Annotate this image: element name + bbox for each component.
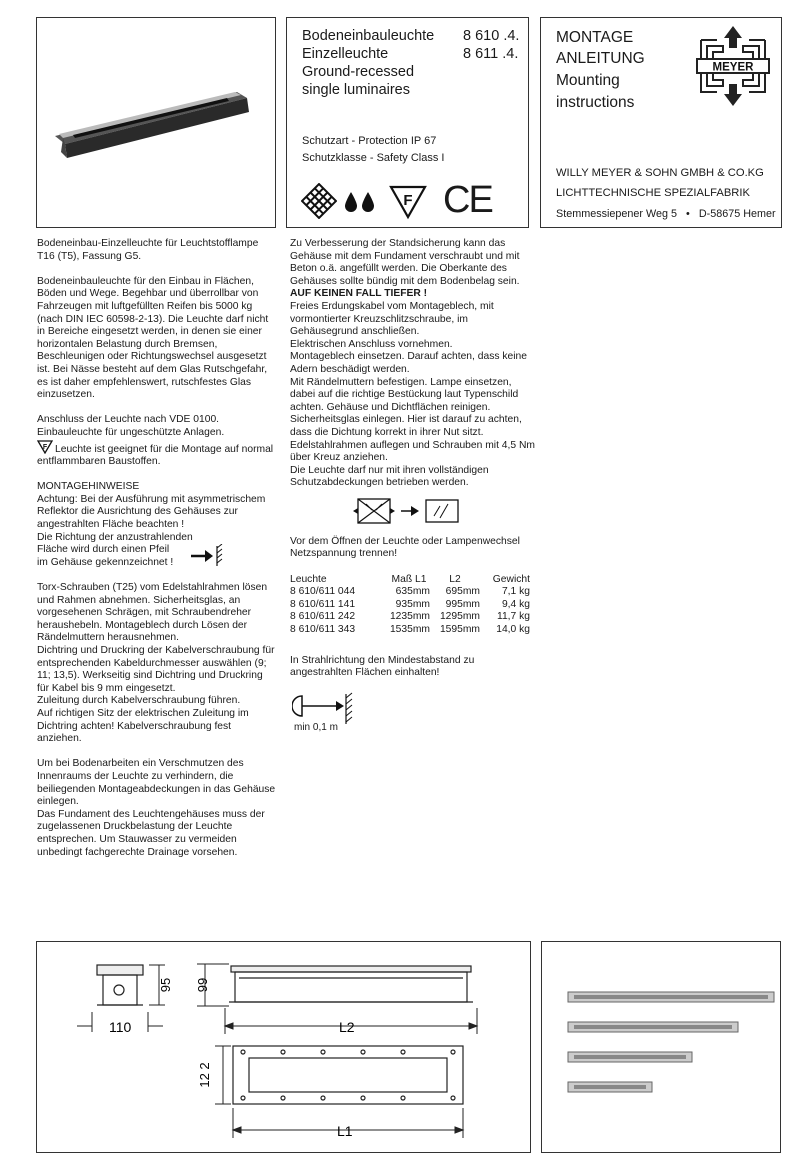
spec-row: 8 610/611 242 1235mm 1295mm 11,7 kg [290, 611, 530, 623]
svg-text:L1: L1 [337, 1123, 353, 1139]
svg-text:99: 99 [195, 977, 210, 993]
replace-glass-arrow-icon [400, 504, 420, 518]
company-box [540, 17, 782, 228]
technical-drawing-box [36, 941, 531, 1153]
manual-title-1: MONTAGE [556, 29, 634, 46]
manual-title-2: ANLEITUNG [556, 50, 645, 67]
company-name: WILLY MEYER & SOHN GMBH & CO.KG [556, 167, 764, 179]
luminaire-photo [37, 18, 275, 227]
step-remove-frame: Torx-Schrauben (T25) vom Edelstahlrahmen lösen und Rahmen abnehmen. Sicherheitsglas, an vorgesehenen Schrägen, mit Schraubendreher heraushebeln. Montageblech durch Lösen der Rändelmuttern herausnehmen. [37, 582, 268, 644]
step-feed-cable: Zuleitung durch Kabelverschraubung führen. [37, 695, 241, 707]
spec-row: 8 610/611 044 635mm 695mm 7,1 kg [290, 586, 530, 598]
variants-photo-box [541, 941, 781, 1153]
address-separator: • [686, 208, 690, 220]
f-mark-icon [389, 184, 427, 220]
broken-glass-icon [352, 496, 396, 526]
svg-text:12 2: 12 2 [197, 1062, 212, 1088]
manual-title-3: Mounting [556, 72, 620, 89]
operation-note: Die Leuchte darf nur mit ihren vollständigen Schutzabdeckungen betrieben werden. [290, 464, 489, 489]
company-subtitle: LICHTTECHNISCHE SPEZIALFABRIK [556, 187, 750, 199]
warning-not-deeper: AUF KEINEN FALL TIEFER ! [290, 288, 428, 300]
step-frame: Edelstahlrahmen auflegen und Schrauben mit 4,5 Nm über Kreuz anziehen. [290, 439, 535, 464]
dimension-drawing [37, 942, 530, 1152]
min-distance-note: In Strahlrichtung den Mindestabstand zu angestrahlten Flächen einhalten! [290, 654, 475, 679]
svg-text:95: 95 [158, 977, 173, 993]
glass-symbols [290, 490, 535, 530]
product-name-de-1: Bodeneinbauleuchte [302, 28, 435, 44]
safety-class: Schutzklasse - Safety Class I [302, 152, 445, 164]
application-text: Bodeneinbauleuchte für den Einbau in Flächen, Böden und Wege. Begehbar und überrollbar von Fahrzeugen mit luftgefüllten Reifen bis 5000 kg (nach DIN IEC 60598-2-13). Die Leuchte darf nicht in Bereiche eingesetzt werden, in denen sie einer horizontalen Belastung durch Bremsen, Beschleunigen oder Richtungswechsel ausgesetzt ist. Bei Nässe besteht auf dem Glas Rutschgefahr, es ist daher empfehlenswert, rutschfestes Glas einzusetzen. [37, 275, 269, 401]
intact-glass-icon [424, 498, 460, 524]
step-check-cable: Auf richtigen Sitz der elektrischen Zuleitung im Dichtring achten! Kabelverschraubung fest anziehen. [37, 707, 249, 745]
disconnect-warning: Vor dem Öffnen der Leuchte oder Lampenwechsel Netzspannung trennen! [290, 535, 520, 560]
street: Stemmessiepener Weg 5 [556, 208, 678, 220]
asym-reflector-note: Achtung: Bei der Ausführung mit asymmetrischem Reflektor die Ausrichtung des Gehäuses zur angestrahlten Fläche beachten ! [37, 493, 266, 531]
cross-section [97, 965, 143, 1005]
manual-title-4: instructions [556, 94, 635, 111]
product-photo-box [36, 17, 276, 228]
left-text-column [37, 238, 277, 859]
step-electrical: Elektrischen Anschluss vornehmen. [290, 338, 453, 350]
ce-mark: CE [443, 179, 492, 221]
step-seal-ring: Dichtring und Druckring der Kabelverschraubung für entsprechenden Kabeldurchmesser auswählen (9; 11; 13,5). Werkseitig sind Dichtring und Druckring für Kabel bis 9 mm eingesetzt. [37, 645, 275, 694]
product-name-en-1: Ground-recessed [302, 64, 415, 80]
foundation-note: Das Fundament des Leuchtengehäuses muss der zugelassenen Druckbelastung der Leuchte entsprechen. Um Stauwasser zu vermeiden unbedingt fachgerechte Drainage vorsehen. [37, 808, 265, 858]
montage-heading: MONTAGEHINWEISE [37, 481, 140, 493]
product-name-de-2: Einzelleuchte [302, 46, 389, 62]
arrow-note: Die Richtung der anzustrahlenden Fläche wird durch einen Pfeil im Gehäuse gekennzeichnet ! [37, 532, 277, 570]
svg-text:F: F [42, 443, 48, 451]
spec-header-row: Leuchte Maß L1 L2 Gewicht [290, 573, 530, 585]
protection-rating: Schutzart - Protection IP 67 [302, 135, 437, 147]
step-safety-glass: Sicherheitsglas einlegen. Hier ist darauf zu achten, dass die Dichtung korrekt in ihrer Nut sitzt. [290, 414, 522, 438]
f-mark-icon-small [37, 440, 53, 454]
step-mounting-plate: Montageblech einsetzen. Darauf achten, dass keine Adern beschädigt werden. [290, 351, 527, 375]
direction-arrow-icon [189, 544, 225, 568]
connection-text: Anschluss der Leuchte nach VDE 0100. [37, 414, 220, 426]
water-drops-icon [343, 190, 377, 214]
spec-row: 8 610/611 141 935mm 995mm 9,4 kg [290, 598, 530, 610]
top-view [233, 1046, 463, 1104]
side-view [229, 966, 473, 1002]
spec-table [290, 574, 530, 637]
anchoring-text: Zu Verbesserung der Standsicherung kann das Gehäuse mit dem Fundament verschraubt und mit Beton o.ä. angefüllt werden. Die Oberkante des Gehäuses sollte bündig mit dem Bodenbelag sein. [290, 238, 520, 287]
svg-text:MEYER: MEYER [712, 61, 754, 74]
intro-text: Bodeneinbau-Einzelleuchte für Leuchtstofflampe T16 (T5), Fassung G5. [37, 238, 259, 262]
f-mark-text: F Leuchte ist geeignet für die Montage auf normal entflammbaren Baustoffen. [37, 440, 277, 469]
dust-tight-icon [301, 183, 337, 219]
meyer-logo [693, 24, 773, 108]
svg-text:F: F [403, 192, 413, 209]
spec-row: 8 610/611 343 1535mm 1595mm 14,0 kg [290, 624, 530, 636]
min-distance-symbol [290, 692, 535, 736]
article-number-2: 8 611 .4. [463, 46, 519, 62]
installation-type-text: Einbauleuchte für ungeschützte Anlagen. [37, 426, 225, 438]
luminaire-variants-photo [542, 942, 780, 1152]
right-text-column [290, 238, 535, 736]
step-ground-cable: Freies Erdungskabel vom Montageblech, mit vormontierter Kreuzschlitzschraube, im Gehäusegrund anschließen. [290, 300, 494, 338]
svg-text:L2: L2 [339, 1019, 355, 1035]
min-distance-label: min 0,1 m [294, 722, 338, 734]
product-info-box [286, 17, 529, 228]
step-knurled-nuts: Mit Rändelmuttern befestigen. Lampe einsetzen, dabei auf die richtige Bestückung laut Typenschild achten. Gehäuse und Dichtflächen reinigen. [290, 376, 519, 413]
company-address [556, 208, 776, 220]
document-number [0, 1037, 1, 1095]
city: D-58675 Hemer [698, 208, 776, 220]
product-name-en-2: single luminaires [302, 82, 410, 98]
covers-note: Um bei Bodenarbeiten ein Verschmutzen des Innenraums der Leuchte zu verhindern, die beiliegenden Montageabdeckungen in das Gehäuse einlegen. [37, 758, 276, 808]
svg-text:110: 110 [109, 1019, 132, 1035]
article-number-1: 8 610 .4. [463, 28, 520, 44]
